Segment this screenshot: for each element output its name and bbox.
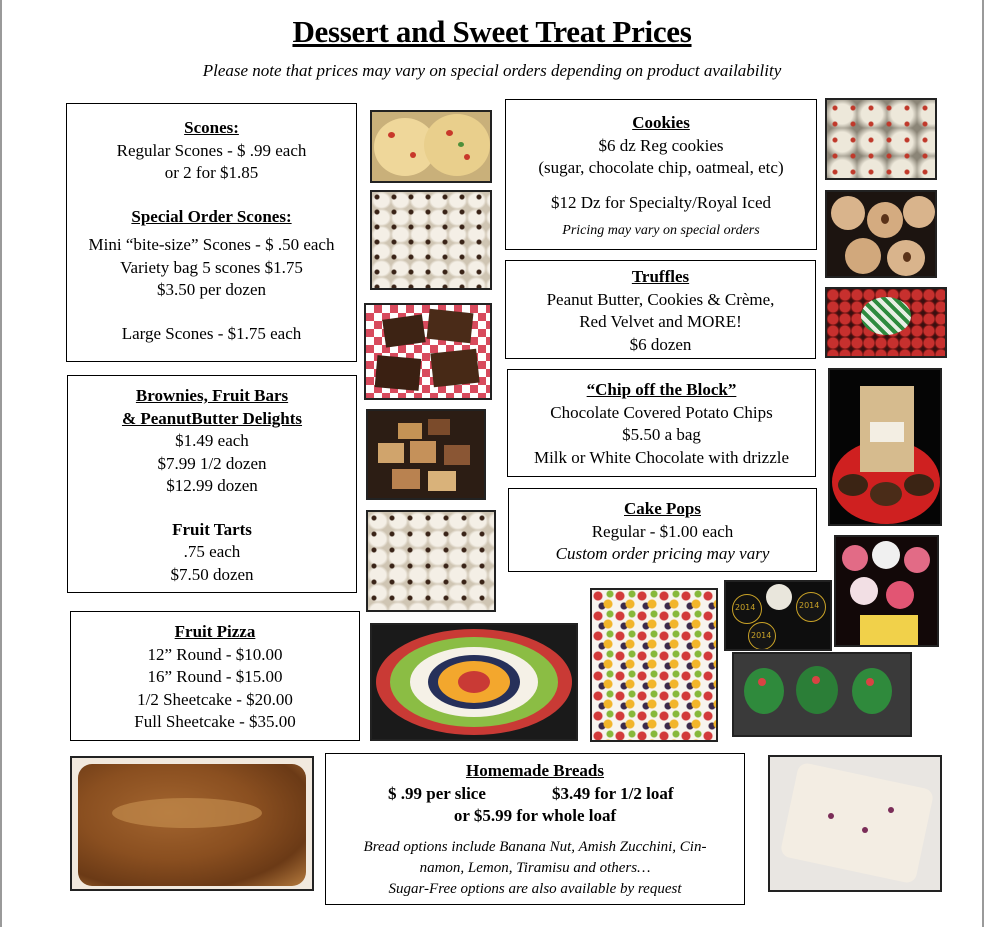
chocolate-chips-bag-photo — [828, 368, 942, 526]
truffles-price: $6 dozen — [629, 334, 692, 354]
cookies-note: Pricing may vary on special orders — [562, 223, 760, 238]
breads-options-2: namon, Lemon, Tiramisu and others… — [419, 860, 651, 876]
chip-block-heading: “Chip off the Block” — [586, 380, 737, 399]
scones-photo — [370, 110, 492, 183]
pizza-full-sheet-price: Full Sheetcake - $35.00 — [134, 712, 296, 731]
scones-pair-price: or 2 for $1.85 — [164, 163, 259, 182]
variety-bag-price: Variety bag 5 scones $1.75 — [120, 257, 303, 277]
cake-pops-price: Regular - $1.00 each — [591, 521, 734, 541]
fruit-pizza-heading: Fruit Pizza — [174, 622, 256, 641]
pizza-12-round-price: 12” Round - $10.00 — [147, 644, 283, 664]
brownies-box — [67, 375, 357, 593]
new-year-cake-pops-photo — [724, 580, 832, 651]
breads-box — [325, 753, 745, 905]
mini-scones-photo-2 — [366, 510, 496, 612]
brownies-dozen-price: $12.99 dozen — [166, 476, 258, 495]
breads-sugar-free-note: Sugar-Free options are also available by request — [388, 881, 682, 897]
breads-options-1: Bread options include Banana Nut, Amish Zucchini, Cin- — [363, 839, 707, 855]
pink-cake-pops-photo — [834, 535, 939, 647]
scones-regular-price: Regular Scones - $ .99 each — [116, 140, 307, 160]
scones-heading: Scones: — [184, 118, 239, 137]
page-subtitle: Please note that prices may vary on special orders depending on product availability — [202, 61, 782, 80]
cake-pops-note: Custom order pricing may vary — [555, 544, 770, 563]
chip-block-price: $5.50 a bag — [622, 425, 701, 444]
cookies-specialty-price: $12 Dz for Specialty/Royal Iced — [551, 192, 771, 212]
fruit-tarts-heading: Fruit Tarts — [172, 519, 252, 539]
fruit-tarts-dozen-price: $7.50 dozen — [170, 564, 254, 584]
chip-block-box — [507, 369, 816, 477]
scones-box — [66, 103, 357, 362]
mini-scones-photo — [370, 190, 492, 290]
special-scones-heading: Special Order Scones: — [131, 206, 292, 226]
truffles-photo — [825, 287, 947, 358]
pizza-16-round-price: 16” Round - $15.00 — [147, 667, 283, 686]
large-scones-price: Large Scones - $1.75 each — [121, 323, 302, 343]
page-edge-left — [0, 0, 2, 927]
fruit-pizza-box — [70, 611, 360, 741]
fruit-pizza-sheet-photo — [590, 588, 718, 742]
brownies-heading-1: Brownies, Fruit Bars — [135, 386, 289, 405]
chip-block-options: Milk or White Chocolate with drizzle — [533, 447, 790, 467]
breads-heading: Homemade Breads — [465, 761, 605, 780]
mini-scones-price: Mini “bite-size” Scones - $ .50 each — [88, 235, 335, 254]
bread-slice-photo — [768, 755, 942, 892]
chip-block-description: Chocolate Covered Potato Chips — [550, 402, 773, 422]
fruit-pizza-round-photo — [370, 623, 578, 741]
breads-slice-price: $ .99 per slice — [388, 783, 486, 803]
cookies-regular-types: (sugar, chocolate chip, oatmeal, etc) — [538, 158, 784, 177]
fruit-bars-photo — [366, 409, 486, 500]
cake-pop-label-3: 2014 — [751, 631, 772, 640]
cookies-regular-price: $6 dz Reg cookies — [598, 135, 724, 155]
truffles-flavors-2: Red Velvet and MORE! — [579, 312, 742, 331]
cake-pop-label-2: 2014 — [799, 601, 820, 610]
bread-loaf-photo — [70, 756, 314, 891]
cake-pops-heading: Cake Pops — [624, 499, 701, 518]
royal-iced-cookies-photo — [825, 190, 937, 278]
truffles-flavors-1: Peanut Butter, Cookies & Crème, — [546, 289, 775, 309]
cake-pops-box — [508, 488, 817, 572]
brownies-half-dozen-price: $7.99 1/2 dozen — [157, 453, 267, 473]
breads-whole-loaf-price: or $5.99 for whole loaf — [453, 805, 617, 825]
truffles-heading: Truffles — [631, 267, 690, 286]
brownies-heading-2: & PeanutButter Delights — [121, 408, 303, 428]
brownies-each-price: $1.49 each — [175, 431, 249, 450]
dozen-price: $3.50 per dozen — [156, 280, 267, 299]
truffles-box — [505, 260, 816, 359]
cookies-photo — [825, 98, 937, 180]
cookies-box — [505, 99, 817, 250]
fruit-tarts-each-price: .75 each — [183, 542, 241, 561]
brownies-photo — [364, 303, 492, 400]
breads-half-loaf-price: $3.49 for 1/2 loaf — [552, 783, 674, 803]
cake-pop-label-1: 2014 — [735, 603, 756, 612]
cookies-heading: Cookies — [632, 113, 690, 132]
page-title: Dessert and Sweet Treat Prices — [292, 14, 692, 49]
pizza-half-sheet-price: 1/2 Sheetcake - $20.00 — [137, 689, 293, 709]
green-cake-pops-photo — [732, 652, 912, 737]
